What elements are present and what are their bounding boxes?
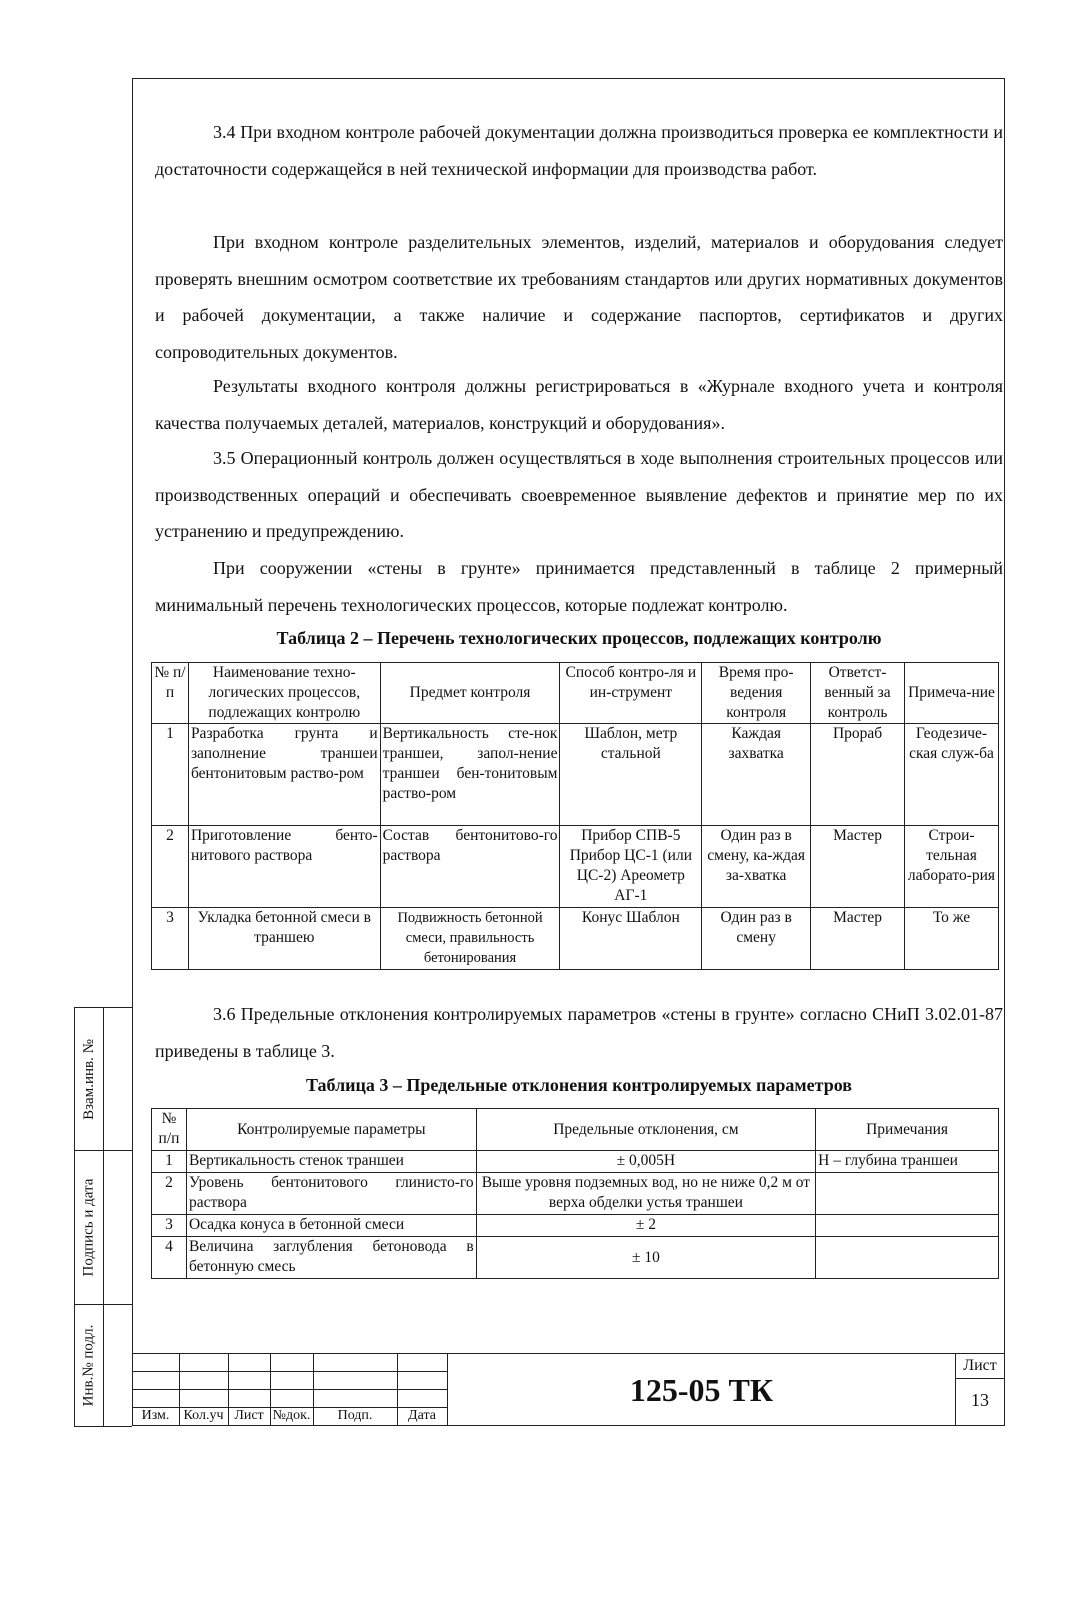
side-label-replacement: Взам.инв. № [80,1038,97,1120]
table-row [152,1173,999,1215]
paragraph-3-4: 3.4 При входном контроле рабочей документации должна производиться проверка ее комплектности и достаточности содержащейся в ней технической информации для производства работ. [155,122,1003,179]
table-cell: ± 10 [476,1237,816,1279]
table-header-row [152,1109,999,1151]
table-cell: Разработка грунта и заполнение траншеи бентонитовым раство-ром [188,724,380,826]
table-cell: Укладка бетонной смеси в траншею [188,908,380,970]
table-cell: Мастер [811,908,905,970]
header-cell: Предельные отклонения, см [476,1109,816,1151]
header-cell: № п/п [152,663,189,724]
header-cell: Примечания [816,1109,999,1151]
table-cell: Один раз в смену, ка-ждая за-хватка [702,826,811,908]
table3-caption: Таблица 3 – Предельные отклонения контролируемых параметров [305,1075,853,1095]
table-cell: Прибор СПВ-5 Прибор ЦС-1 (или ЦС-2) Ареометр АГ-1 [560,826,702,908]
stamp-col-change: Изм. [141,1408,170,1423]
paragraph-wall-in-ground: При сооружении «стены в грунте» принимается представленный в таблице 2 примерный минимальный перечень технологических процессов, которые подлежат контролю. [155,558,1003,615]
table-row [152,1151,999,1173]
table-cell: Осадка конуса в бетонной смеси [186,1215,476,1237]
stamp-col-signature: Подп. [337,1408,373,1423]
table-row [152,1237,999,1279]
header-cell: Контролируемые параметры [186,1109,476,1151]
table-cell: 3 [152,908,189,970]
header-cell: Способ контро-ля и ин-струмент [560,663,702,724]
stamp-col-doc: №док. [272,1408,311,1423]
table-cell: Выше уровня подземных вод, но не ниже 0,2 м от верха обделки устья траншеи [476,1173,816,1215]
header-cell: Ответст-венный за контроль [811,663,905,724]
side-label-signature-date: Подпись и дата [80,1178,97,1276]
table-cell: 3 [152,1215,187,1237]
table-cell: Один раз в смену [702,908,811,970]
table-cell: Прораб [811,724,905,826]
header-cell: Наименование техно-логических процессов, подлежащих контролю [188,663,380,724]
paragraph-3-6: 3.6 Предельные отклонения контролируемых параметров «стены в грунте» согласно СНиП 3.02.01-87 приведены в таблице 3. [155,1004,1003,1061]
paragraph-3-5: 3.5 Операционный контроль должен осуществляться в ходе выполнения строительных процессов или производственных операций и обеспечивать своевременное выявление дефектов и принятие мер по их устранению и предупреждению. [155,448,1003,541]
header-cell: Предмет контроля [380,663,560,724]
table-cell: Строи-тельная лаборато-рия [905,826,999,908]
stamp-col-sheet: Лист [234,1408,264,1423]
table-row [152,908,999,970]
table-cell: 1 [152,1151,187,1173]
table3 [151,1108,999,1279]
table-cell: Состав бентонитово-го раствора [380,826,560,908]
stamp-col-date: Дата [408,1408,436,1423]
table-cell: 1 [152,724,189,826]
table-cell: 4 [152,1237,187,1279]
table-row [152,826,999,908]
table-cell: То же [905,908,999,970]
table-cell: Уровень бентонитового глинисто-го раствора [186,1173,476,1215]
sheet-label: Лист [956,1354,1004,1379]
paragraph-input-control: При входном контроле разделительных элементов, изделий, материалов и оборудования следует проверять внешним осмотром соответствие их требованиям стандартов или других нормативных документов и рабочей документации, а также наличие и содержание паспортов, сертификатов и других сопроводительных документов. [155,232,1003,362]
side-stamp [74,1007,132,1427]
revision-grid [132,1353,447,1426]
sheet-number: 13 [971,1390,989,1410]
table-cell: Геодезиче-ская служ-ба [905,724,999,826]
table-cell: Вертикальность стенок траншеи [186,1151,476,1173]
table-cell: ± 2 [476,1215,816,1237]
table-cell [816,1173,999,1215]
table-cell: Каждая захватка [702,724,811,826]
table-cell: 2 [152,1173,187,1215]
side-label-original-inventory: Инв.№ подл. [80,1324,97,1406]
table-cell: Конус Шаблон [560,908,702,970]
table2 [151,662,999,970]
document-code: 125-05 ТК [447,1353,955,1426]
table-cell: Мастер [811,826,905,908]
table-cell: Приготовление бенто-нитового раствора [188,826,380,908]
header-cell: Время про-ведения контроля [702,663,811,724]
table-header-row [152,663,999,724]
table-cell: Н – глубина траншеи [816,1151,999,1173]
header-cell: Примеча-ние [905,663,999,724]
table2-caption: Таблица 2 – Перечень технологических процессов, подлежащих контролю [276,628,882,648]
sheet-box [955,1353,1005,1426]
table-cell [816,1215,999,1237]
table-cell: Величина заглубления бетоновода в бетонную смесь [186,1237,476,1279]
table-row [152,1215,999,1237]
table-row [152,724,999,826]
header-cell: № п/п [152,1109,187,1151]
table-cell: Вертикальность сте-нок траншеи, запол-нение траншеи бен-тонитовым раство-ром [380,724,560,826]
table-cell [816,1237,999,1279]
title-block [132,1353,1005,1426]
table-cell: Шаблон, метр стальной [560,724,702,826]
paragraph-results: Результаты входного контроля должны регистрироваться в «Журнале входного учета и контроля качества получаемых деталей, материалов, конструкций и оборудования». [155,376,1003,433]
stamp-col-count: Кол.уч [183,1408,224,1423]
table-cell: 2 [152,826,189,908]
table-cell: ± 0,005Н [476,1151,816,1173]
table-cell: Подвижность бетонной смеси, правильность бетонирования [380,908,560,970]
